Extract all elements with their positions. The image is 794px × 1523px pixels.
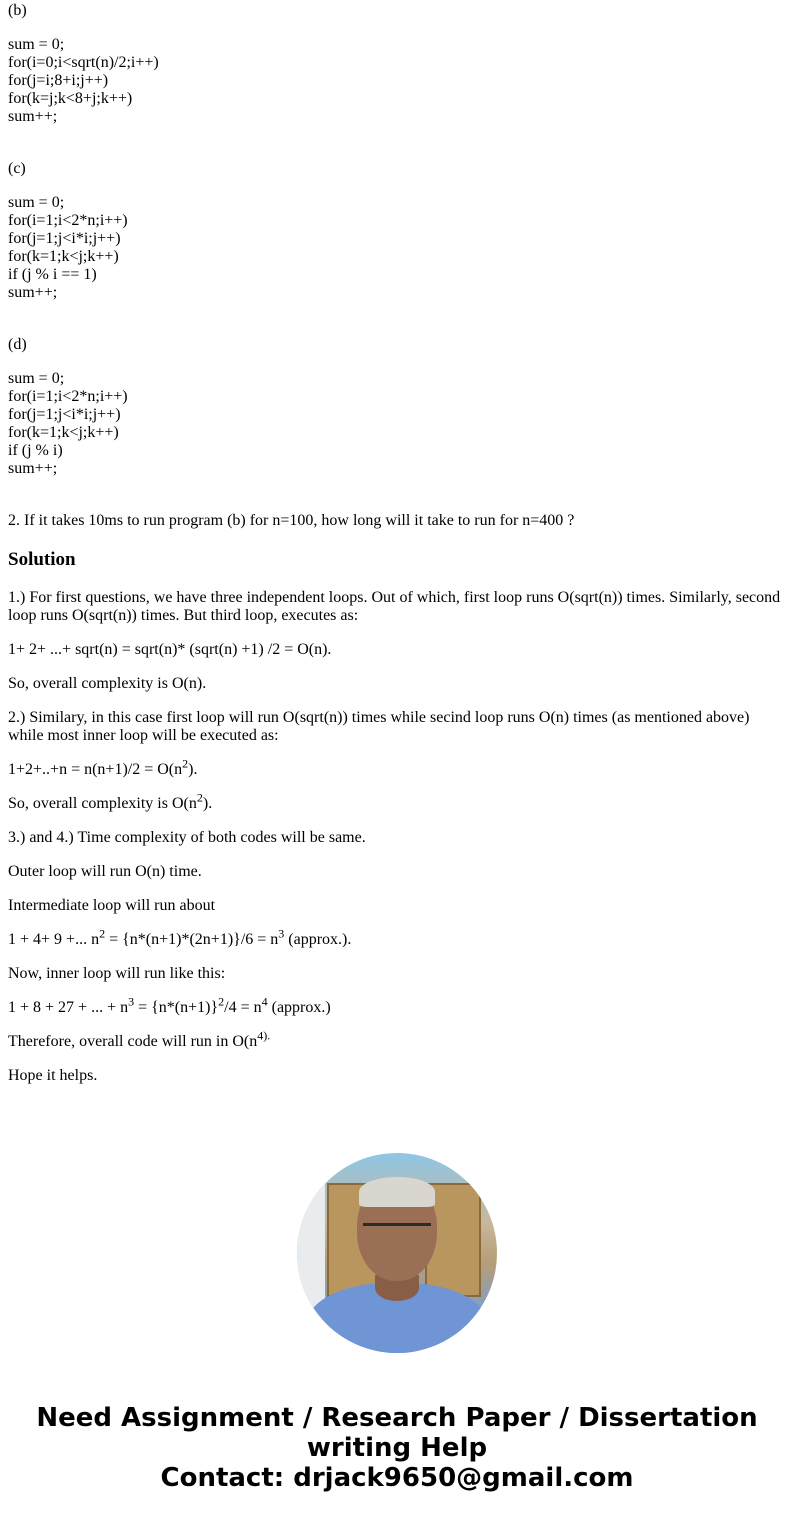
code-line: if (j % i == 1) <box>8 266 97 283</box>
solution-paragraph: 1+ 2+ ...+ sqrt(n) = sqrt(n)* (sqrt(n) +1) /2 = O(n). <box>8 641 332 658</box>
code-line: for(i=1;i<2*n;i++) <box>8 388 128 405</box>
solution-paragraph: Intermediate loop will run about <box>8 897 216 914</box>
code-line: sum++; <box>8 108 58 125</box>
solution-heading: Solution <box>8 549 76 570</box>
part-d-label: (d) <box>8 336 27 353</box>
question-section <box>8 2 786 530</box>
solution-paragraph: 1.) For first questions, we have three independent loops. Out of which, first loop runs O(sqrt(n)) times. Similarly, second loop runs O(sqrt(n)) times. But third loop, executes as: <box>8 589 781 624</box>
code-line: for(j=i;8+i;j++) <box>8 72 109 89</box>
code-line: sum++; <box>8 460 58 477</box>
code-line: sum = 0; <box>8 370 65 387</box>
solution-paragraph: Hope it helps. <box>8 1067 98 1084</box>
code-line: sum++; <box>8 284 58 301</box>
code-line: for(k=j;k<8+j;k++) <box>8 90 133 107</box>
advertisement-banner <box>0 1403 794 1493</box>
part-d-code <box>8 370 786 478</box>
part-b-label: (b) <box>8 2 27 19</box>
part-c-code <box>8 194 786 302</box>
ad-line: writing Help <box>306 1433 488 1463</box>
code-line: for(i=0;i<sqrt(n)/2;i++) <box>8 54 159 71</box>
solution-body <box>8 589 786 1101</box>
solution-paragraph: 2.) Similary, in this case first loop will run O(sqrt(n)) times while secind loop runs O(n) times (as mentioned above) while most inner loop will be executed as: <box>8 709 750 744</box>
author-photo <box>297 1153 497 1353</box>
question-2: 2. If it takes 10ms to run program (b) for n=100, how long will it take to run for n=400 ? <box>8 512 575 529</box>
solution-paragraph: Outer loop will run O(n) time. <box>8 863 202 880</box>
solution-formula: 1 + 4+ 9 +... $n^2 = \{n*(n+1)*(2n+1)\}/6 = n^3$ (approx.). <box>8 926 352 948</box>
code-line: for(j=1;j<i*i;j++) <box>8 406 121 423</box>
solution-paragraph: Now, inner loop will run like this: <box>8 965 226 982</box>
code-line: sum = 0; <box>8 194 65 211</box>
solution-formula: 1 + 8 + 27 + ... + $n^3 = \{n*(n+1)\}^2/4 = n^4$ (approx.) <box>8 994 331 1016</box>
ad-contact: Contact: drjack9650@gmail.com <box>160 1463 634 1493</box>
code-line: if (j % i) <box>8 442 63 459</box>
code-line: for(j=1;j<i*i;j++) <box>8 230 121 247</box>
part-b-code <box>8 36 786 126</box>
solution-paragraph: 3.) and 4.) Time complexity of both codes will be same. <box>8 829 366 846</box>
code-line: for(k=1;k<j;k++) <box>8 424 119 441</box>
solution-formula: $1+2+..+n = n(n+1)/2 = O(n^2)$. <box>8 756 198 778</box>
solution-paragraph: Therefore, overall code will run in $O(n^{4).}$ <box>8 1028 271 1050</box>
ad-line: Need Assignment / Research Paper / Dissertation <box>36 1403 758 1433</box>
code-line: for(k=1;k<j;k++) <box>8 248 119 265</box>
code-line: for(i=1;i<2*n;i++) <box>8 212 128 229</box>
solution-paragraph: So, overall complexity is O(n). <box>8 675 207 692</box>
part-c-label: (c) <box>8 160 26 177</box>
solution-paragraph: So, overall complexity is $O(n^2)$. <box>8 790 213 812</box>
code-line: sum = 0; <box>8 36 65 53</box>
